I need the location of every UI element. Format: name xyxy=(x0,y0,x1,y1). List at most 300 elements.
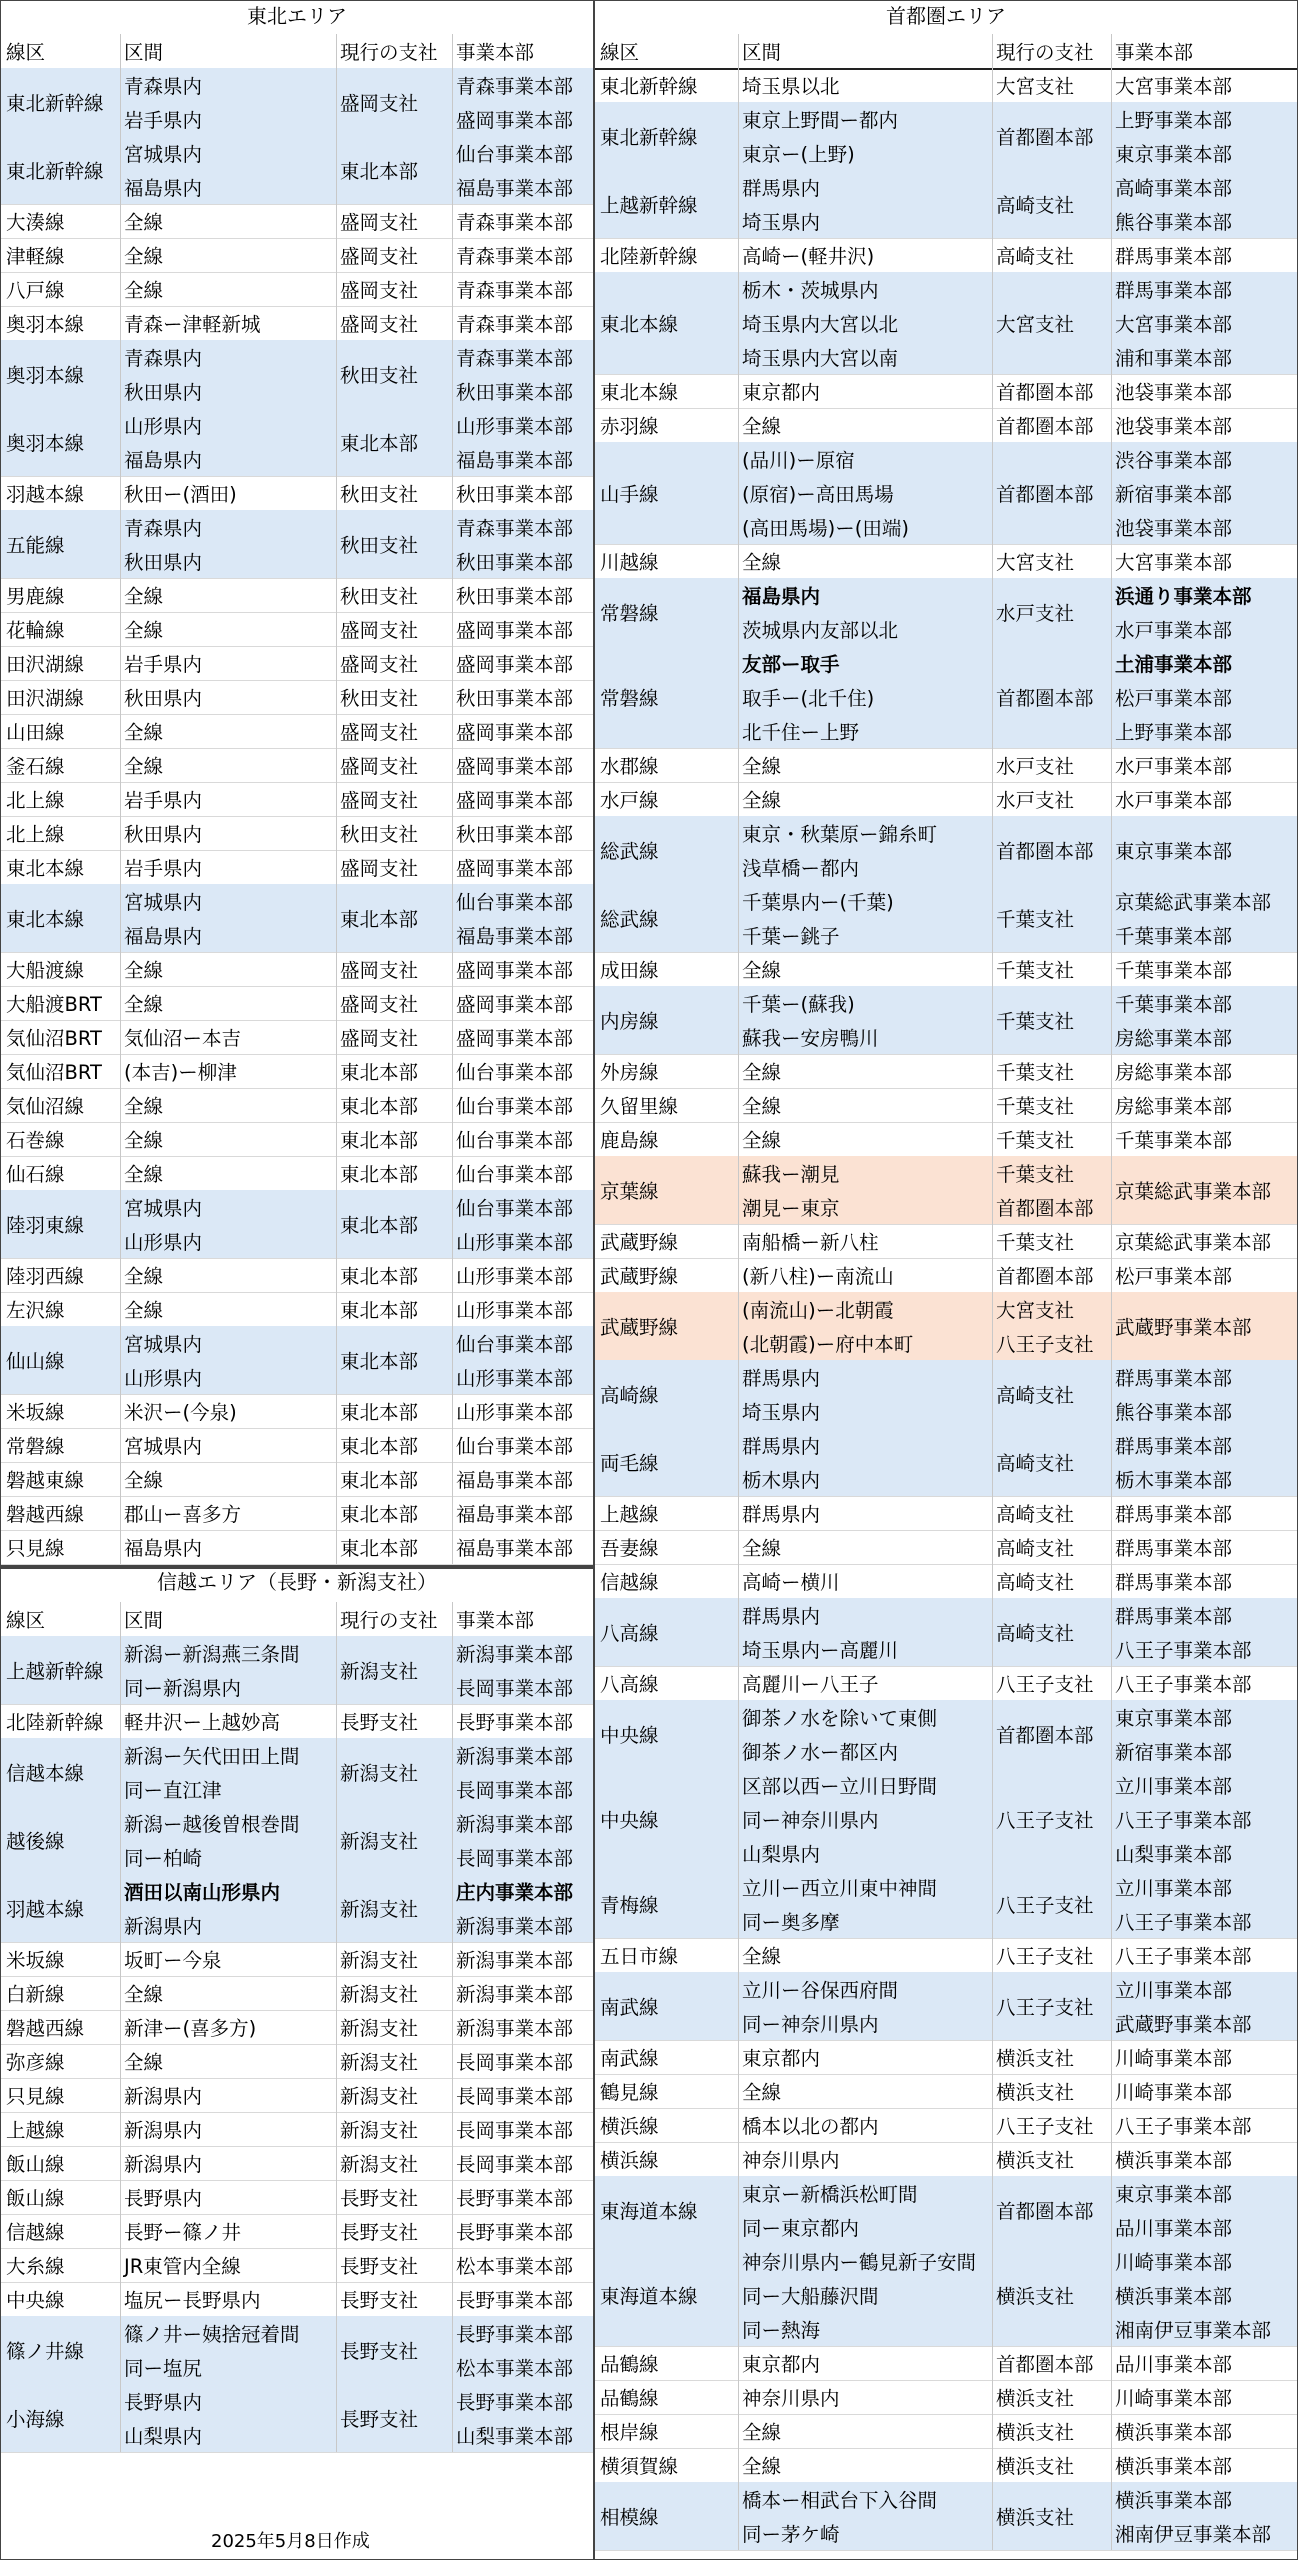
division-cell: 新宿事業本部 xyxy=(1115,483,1233,506)
branch-cell: 盛岡支社 xyxy=(340,653,419,676)
section-cell: 東京都内 xyxy=(742,2047,821,2070)
header-branch: 現行の支社 xyxy=(996,41,1094,64)
section-cell: (南流山)ー北朝霞 xyxy=(742,1299,894,1322)
tohoku-area-title: 東北エリア xyxy=(247,4,347,28)
division-cell: 川崎事業本部 xyxy=(1115,2081,1233,2104)
branch-cell: 高崎支社 xyxy=(996,245,1075,268)
division-cell: 盛岡事業本部 xyxy=(456,109,574,132)
line-cell: 只見線 xyxy=(6,1537,65,1560)
line-cell: 飯山線 xyxy=(6,2187,65,2210)
line-cell: 大船渡BRT xyxy=(6,993,102,1016)
division-cell: 浜通り事業本部 xyxy=(1115,585,1252,608)
line-cell: 中央線 xyxy=(600,1724,659,1747)
header-line: 線区 xyxy=(600,41,640,64)
section-cell: JR東管内全線 xyxy=(124,2255,241,2278)
line-cell: 八高線 xyxy=(600,1673,659,1696)
section-cell: 宮城県内 xyxy=(124,1197,203,1220)
division-cell: 水戸事業本部 xyxy=(1115,619,1233,642)
line-cell: 山田線 xyxy=(6,721,65,744)
line-cell: 武蔵野線 xyxy=(600,1231,679,1254)
line-cell: 越後線 xyxy=(6,1830,65,1853)
branch-cell: 首都圏本部 xyxy=(996,2200,1094,2223)
section-cell: 群馬県内 xyxy=(742,1367,821,1390)
line-cell: 米坂線 xyxy=(6,1949,65,1972)
division-cell: 長岡事業本部 xyxy=(456,1779,574,1802)
section-cell: 群馬県内 xyxy=(742,177,821,200)
division-cell: 熊谷事業本部 xyxy=(1115,1401,1233,1424)
division-cell: 松戸事業本部 xyxy=(1115,1265,1233,1288)
division-cell: 山形事業本部 xyxy=(456,1299,574,1322)
division-cell: 仙台事業本部 xyxy=(456,891,574,914)
division-cell: 熊谷事業本部 xyxy=(1115,211,1233,234)
division-cell: 長野事業本部 xyxy=(456,2323,574,2346)
line-cell: 中央線 xyxy=(6,2289,65,2312)
division-cell: 新潟事業本部 xyxy=(456,1643,574,1666)
section-cell: 岩手県内 xyxy=(124,109,203,132)
branch-cell: 長野支社 xyxy=(340,1711,419,1734)
section-cell: 福島県内 xyxy=(124,925,203,948)
section-cell: 青森県内 xyxy=(124,75,203,98)
branch-cell: 千葉支社 xyxy=(996,908,1075,931)
section-cell: 新潟県内 xyxy=(124,2085,203,2108)
section-cell: (品川)ー原宿 xyxy=(742,449,855,472)
branch-cell: 新潟支社 xyxy=(340,2119,419,2142)
line-cell: 高崎線 xyxy=(600,1384,659,1407)
line-cell: 武蔵野線 xyxy=(600,1316,679,1339)
branch-cell: 首都圏本部 xyxy=(996,2353,1094,2376)
branch-cell: 東北本部 xyxy=(340,1401,419,1424)
section-cell: 同ー東京都内 xyxy=(742,2217,860,2240)
branch-cell: 秋田支社 xyxy=(340,585,419,608)
line-cell: 横浜線 xyxy=(600,2149,659,2172)
division-cell: 千葉事業本部 xyxy=(1115,993,1233,1016)
division-cell: 上野事業本部 xyxy=(1115,721,1233,744)
branch-cell: 東北本部 xyxy=(340,1265,419,1288)
division-cell: 群馬事業本部 xyxy=(1115,245,1233,268)
branch-cell: 東北本部 xyxy=(340,160,419,183)
shutoken-header-row xyxy=(595,34,1297,70)
division-cell: 房総事業本部 xyxy=(1115,1095,1233,1118)
division-cell: 群馬事業本部 xyxy=(1115,1435,1233,1458)
division-cell: 群馬事業本部 xyxy=(1115,1503,1233,1526)
branch-cell: 大宮支社 xyxy=(996,551,1075,574)
division-cell: 福島事業本部 xyxy=(456,925,574,948)
section-cell: 御茶ノ水ー都区内 xyxy=(742,1741,899,1764)
branch-cell: 首都圏本部 xyxy=(996,1724,1094,1747)
division-cell: 山形事業本部 xyxy=(456,1401,574,1424)
division-cell: 山梨事業本部 xyxy=(1115,1843,1233,1866)
division-cell: 青森事業本部 xyxy=(456,75,574,98)
division-cell: 長岡事業本部 xyxy=(456,2119,574,2142)
division-cell: 盛岡事業本部 xyxy=(456,721,574,744)
division-cell: 立川事業本部 xyxy=(1115,1775,1233,1798)
division-cell: 長野事業本部 xyxy=(456,2289,574,2312)
section-cell: 全線 xyxy=(742,1129,782,1152)
division-cell: 仙台事業本部 xyxy=(456,1197,574,1220)
branch-cell: 千葉支社 xyxy=(996,1231,1075,1254)
line-cell: 気仙沼BRT xyxy=(6,1027,102,1050)
division-cell: 新潟事業本部 xyxy=(456,2017,574,2040)
division-cell: 京葉総武事業本部 xyxy=(1115,1231,1272,1254)
division-cell: 長岡事業本部 xyxy=(456,2051,574,2074)
line-cell: 東海道本線 xyxy=(600,2285,698,2308)
division-cell: 仙台事業本部 xyxy=(456,1333,574,1356)
line-cell: 五日市線 xyxy=(600,1945,679,1968)
branch-cell: 大宮支社 xyxy=(996,1299,1075,1322)
division-cell: 松本事業本部 xyxy=(456,2255,574,2278)
branch-cell: 東北本部 xyxy=(340,1503,419,1526)
branch-cell: 新潟支社 xyxy=(340,2153,419,2176)
section-cell: 東京・秋葉原ー錦糸町 xyxy=(742,823,938,846)
section-cell: 千葉ー(蘇我) xyxy=(742,993,855,1016)
branch-cell: 横浜支社 xyxy=(996,2421,1075,2444)
header-line: 線区 xyxy=(6,41,46,64)
division-cell: 大宮事業本部 xyxy=(1115,75,1233,98)
line-cell: 飯山線 xyxy=(6,2153,65,2176)
section-cell: 米沢ー(今泉) xyxy=(124,1401,237,1424)
division-cell: 東京事業本部 xyxy=(1115,143,1233,166)
branch-cell: 東北本部 xyxy=(340,1469,419,1492)
division-cell: 長野事業本部 xyxy=(456,2391,574,2414)
line-cell: 大湊線 xyxy=(6,211,65,234)
section-cell: 宮城県内 xyxy=(124,143,203,166)
section-cell: 栃木・茨城県内 xyxy=(742,279,879,302)
branch-cell: 横浜支社 xyxy=(996,2387,1075,2410)
branch-cell: 長野支社 xyxy=(340,2221,419,2244)
division-cell: 盛岡事業本部 xyxy=(456,653,574,676)
division-cell: 長野事業本部 xyxy=(456,1711,574,1734)
division-cell: 横浜事業本部 xyxy=(1115,2149,1233,2172)
column-divider xyxy=(452,34,453,1564)
division-cell: 盛岡事業本部 xyxy=(456,755,574,778)
division-cell: 京葉総武事業本部 xyxy=(1115,891,1272,914)
branch-cell: 東北本部 xyxy=(340,432,419,455)
branch-cell: 盛岡支社 xyxy=(340,789,419,812)
section-cell: 浅草橋ー都内 xyxy=(742,857,860,880)
division-cell: 山梨事業本部 xyxy=(456,2425,574,2448)
division-cell: 湘南伊豆事業本部 xyxy=(1115,2319,1272,2342)
division-cell: 立川事業本部 xyxy=(1115,1877,1233,1900)
division-cell: 川崎事業本部 xyxy=(1115,2047,1233,2070)
branch-cell: 高崎支社 xyxy=(996,1571,1075,1594)
section-cell: 高崎ー横川 xyxy=(742,1571,840,1594)
header-division: 事業本部 xyxy=(456,1609,535,1632)
division-cell: 福島事業本部 xyxy=(456,1469,574,1492)
division-cell: 福島事業本部 xyxy=(456,449,574,472)
section-cell: 全線 xyxy=(124,1129,164,1152)
line-cell: 米坂線 xyxy=(6,1401,65,1424)
division-cell: 青森事業本部 xyxy=(456,313,574,336)
division-cell: 横浜事業本部 xyxy=(1115,2455,1233,2478)
section-cell: 長野県内 xyxy=(124,2187,203,2210)
section-cell: 全線 xyxy=(124,959,164,982)
section-cell: 埼玉県内ー高麗川 xyxy=(742,1639,899,1662)
branch-cell: 長野支社 xyxy=(340,2289,419,2312)
section-cell: 群馬県内 xyxy=(742,1605,821,1628)
division-cell: 土浦事業本部 xyxy=(1115,653,1233,676)
section-cell: 取手ー(北千住) xyxy=(742,687,875,710)
section-cell: 山形県内 xyxy=(124,1231,203,1254)
column-divider xyxy=(992,34,993,2550)
section-cell: 新潟ー矢代田田上間 xyxy=(124,1745,300,1768)
branch-cell: 長野支社 xyxy=(340,2340,419,2363)
line-cell: 大船渡線 xyxy=(6,959,85,982)
section-cell: 埼玉県内 xyxy=(742,211,821,234)
line-cell: 品鶴線 xyxy=(600,2387,659,2410)
division-cell: 川崎事業本部 xyxy=(1115,2251,1233,2274)
division-cell: 水戸事業本部 xyxy=(1115,789,1233,812)
branch-cell: 秋田支社 xyxy=(340,364,419,387)
line-cell: 石巻線 xyxy=(6,1129,65,1152)
section-cell: 福島県内 xyxy=(124,1537,203,1560)
branch-cell: 大宮支社 xyxy=(996,75,1075,98)
created-date: 2025年5月8日作成 xyxy=(211,2531,370,2552)
section-cell: 全線 xyxy=(124,1299,164,1322)
branch-cell: 新潟支社 xyxy=(340,1830,419,1853)
line-cell: 左沢線 xyxy=(6,1299,65,1322)
section-cell: 全線 xyxy=(124,2051,164,2074)
line-cell: 東北本線 xyxy=(6,857,85,880)
division-cell: 横浜事業本部 xyxy=(1115,2489,1233,2512)
division-cell: 群馬事業本部 xyxy=(1115,279,1233,302)
division-cell: 山形事業本部 xyxy=(456,415,574,438)
line-cell: 吾妻線 xyxy=(600,1537,659,1560)
branch-cell: 盛岡支社 xyxy=(340,245,419,268)
line-cell: 釜石線 xyxy=(6,755,65,778)
section-cell: 全線 xyxy=(742,1061,782,1084)
branch-cell: 盛岡支社 xyxy=(340,755,419,778)
division-cell: 川崎事業本部 xyxy=(1115,2387,1233,2410)
branch-cell: 秋田支社 xyxy=(340,823,419,846)
section-cell: 全線 xyxy=(742,1095,782,1118)
column-divider xyxy=(336,34,337,1564)
branch-cell: 秋田支社 xyxy=(340,534,419,557)
section-cell: 北千住ー上野 xyxy=(742,721,860,744)
header-division: 事業本部 xyxy=(1115,41,1194,64)
section-cell: 全線 xyxy=(124,279,164,302)
section-cell: 埼玉県内 xyxy=(742,1401,821,1424)
branch-cell: 千葉支社 xyxy=(996,1163,1075,1186)
column-divider xyxy=(336,1602,337,2452)
branch-cell: 大宮支社 xyxy=(996,313,1075,336)
branch-cell: 横浜支社 xyxy=(996,2455,1075,2478)
line-cell: 東北新幹線 xyxy=(600,126,698,149)
section-cell: 山梨県内 xyxy=(124,2425,203,2448)
section-cell: 同ー神奈川県内 xyxy=(742,1809,879,1832)
section-cell: 長野ー篠ノ井 xyxy=(124,2221,242,2244)
division-cell: 上野事業本部 xyxy=(1115,109,1233,132)
section-cell: 橋本ー相武台下入谷間 xyxy=(742,2489,938,2512)
division-cell: 八王子事業本部 xyxy=(1115,1945,1252,1968)
division-cell: 大宮事業本部 xyxy=(1115,551,1233,574)
division-cell: 青森事業本部 xyxy=(456,517,574,540)
section-cell: 坂町ー今泉 xyxy=(124,1949,222,1972)
branch-cell: 長野支社 xyxy=(340,2187,419,2210)
header-section: 区間 xyxy=(124,1609,164,1632)
section-cell: 千葉ー銚子 xyxy=(742,925,840,948)
division-cell: 大宮事業本部 xyxy=(1115,313,1233,336)
division-cell: 長岡事業本部 xyxy=(456,1677,574,1700)
branch-cell: 長野支社 xyxy=(340,2408,419,2431)
shinetsu-header-row xyxy=(1,1602,593,1638)
section-cell: 山梨県内 xyxy=(742,1843,821,1866)
shutoken-area-panel xyxy=(594,0,1298,2560)
section-cell: 全線 xyxy=(742,415,782,438)
line-cell: 陸羽東線 xyxy=(6,1214,85,1237)
branch-cell: 八王子支社 xyxy=(996,1673,1094,1696)
section-cell: 秋田県内 xyxy=(124,687,203,710)
division-cell: 横浜事業本部 xyxy=(1115,2285,1233,2308)
division-cell: 松本事業本部 xyxy=(456,2357,574,2380)
line-cell: 陸羽西線 xyxy=(6,1265,85,1288)
branch-cell: 盛岡支社 xyxy=(340,993,419,1016)
section-cell: 気仙沼ー本吉 xyxy=(124,1027,242,1050)
section-cell: 新潟県内 xyxy=(124,2153,203,2176)
division-cell: 新潟事業本部 xyxy=(456,1915,574,1938)
column-divider xyxy=(738,34,739,2550)
branch-cell: 千葉支社 xyxy=(996,959,1075,982)
line-cell: 根岸線 xyxy=(600,2421,659,2444)
section-cell: 新潟ー新潟燕三条間 xyxy=(124,1643,300,1666)
division-cell: 秋田事業本部 xyxy=(456,551,574,574)
branch-cell: 首都圏本部 xyxy=(996,687,1094,710)
line-cell: 上越新幹線 xyxy=(600,194,698,217)
section-cell: 全線 xyxy=(124,585,164,608)
line-cell: 東北新幹線 xyxy=(6,160,104,183)
division-cell: 福島事業本部 xyxy=(456,1503,574,1526)
branch-cell: 水戸支社 xyxy=(996,789,1075,812)
column-divider xyxy=(1111,34,1112,2550)
division-cell: 新宿事業本部 xyxy=(1115,1741,1233,1764)
header-section: 区間 xyxy=(124,41,164,64)
branch-cell: 千葉支社 xyxy=(996,1010,1075,1033)
division-cell: 盛岡事業本部 xyxy=(456,1027,574,1050)
branch-cell: 横浜支社 xyxy=(996,2081,1075,2104)
division-cell: 房総事業本部 xyxy=(1115,1027,1233,1050)
section-cell: 秋田県内 xyxy=(124,823,203,846)
section-cell: 山形県内 xyxy=(124,1367,203,1390)
division-cell: 浦和事業本部 xyxy=(1115,347,1233,370)
line-cell: 津軽線 xyxy=(6,245,65,268)
section-cell: 岩手県内 xyxy=(124,653,203,676)
branch-cell: 東北本部 xyxy=(340,1129,419,1152)
division-cell: 長野事業本部 xyxy=(456,2187,574,2210)
division-cell: 秋田事業本部 xyxy=(456,585,574,608)
division-cell: 八王子事業本部 xyxy=(1115,2115,1252,2138)
line-cell: 花輪線 xyxy=(6,619,65,642)
branch-cell: 高崎支社 xyxy=(996,1503,1075,1526)
section-cell: 神奈川県内ー鶴見新子安間 xyxy=(742,2251,977,2274)
branch-cell: 高崎支社 xyxy=(996,1622,1075,1645)
section-cell: 橋本以北の都内 xyxy=(742,2115,879,2138)
division-cell: 長岡事業本部 xyxy=(456,2153,574,2176)
division-cell: 武蔵野事業本部 xyxy=(1115,1316,1252,1339)
line-cell: 仙山線 xyxy=(6,1350,65,1373)
shinetsu-area-panel xyxy=(0,1566,594,2560)
line-cell: 東海道本線 xyxy=(600,2200,698,2223)
branch-cell: 高崎支社 xyxy=(996,1452,1075,1475)
branch-cell: 新潟支社 xyxy=(340,1762,419,1785)
section-cell: 塩尻ー長野県内 xyxy=(124,2289,261,2312)
line-cell: 只見線 xyxy=(6,2085,65,2108)
division-cell: 山形事業本部 xyxy=(456,1231,574,1254)
branch-cell: 首都圏本部 xyxy=(996,483,1094,506)
division-cell: 群馬事業本部 xyxy=(1115,1537,1233,1560)
header-section: 区間 xyxy=(742,41,782,64)
division-cell: 仙台事業本部 xyxy=(456,1129,574,1152)
section-cell: 区部以西ー立川日野間 xyxy=(742,1775,938,1798)
section-cell: (新八柱)ー南流山 xyxy=(742,1265,894,1288)
division-cell: 群馬事業本部 xyxy=(1115,1367,1233,1390)
line-cell: 品鶴線 xyxy=(600,2353,659,2376)
line-cell: 東北本線 xyxy=(600,313,679,336)
shinetsu-area-title: 信越エリア（長野・新潟支社） xyxy=(157,1570,437,1594)
branch-cell: 水戸支社 xyxy=(996,602,1075,625)
branch-cell: 八王子支社 xyxy=(996,1996,1094,2019)
branch-cell: 千葉支社 xyxy=(996,1061,1075,1084)
line-cell: 総武線 xyxy=(600,908,659,931)
line-cell: 青梅線 xyxy=(600,1894,659,1917)
section-cell: 蘇我ー安房鴨川 xyxy=(742,1027,879,1050)
line-cell: 鶴見線 xyxy=(600,2081,659,2104)
section-cell: 茨城県内友部以北 xyxy=(742,619,899,642)
line-cell: 磐越西線 xyxy=(6,2017,85,2040)
branch-cell: 東北本部 xyxy=(340,1163,419,1186)
line-cell: 篠ノ井線 xyxy=(6,2340,85,2363)
section-cell: 新潟県内 xyxy=(124,1915,203,1938)
section-cell: 全線 xyxy=(124,1983,164,2006)
section-cell: 群馬県内 xyxy=(742,1503,821,1526)
line-cell: 南武線 xyxy=(600,1996,659,2019)
division-cell: 千葉事業本部 xyxy=(1115,959,1233,982)
division-cell: 品川事業本部 xyxy=(1115,2353,1233,2376)
division-cell: 秋田事業本部 xyxy=(456,483,574,506)
section-cell: 立川ー西立川東中神間 xyxy=(742,1877,938,1900)
line-cell: 上越線 xyxy=(600,1503,659,1526)
section-cell: 全線 xyxy=(742,1537,782,1560)
line-cell: 白新線 xyxy=(6,1983,65,2006)
section-cell: 東京ー(上野) xyxy=(742,143,855,166)
branch-cell: 盛岡支社 xyxy=(340,211,419,234)
division-cell: 栃木事業本部 xyxy=(1115,1469,1233,1492)
branch-cell: 盛岡支社 xyxy=(340,959,419,982)
branch-cell: 首都圏本部 xyxy=(996,840,1094,863)
division-cell: 東京事業本部 xyxy=(1115,2183,1233,2206)
line-cell: 信越本線 xyxy=(6,1762,85,1785)
division-cell: 池袋事業本部 xyxy=(1115,517,1233,540)
line-cell: 仙石線 xyxy=(6,1163,65,1186)
division-cell: 水戸事業本部 xyxy=(1115,755,1233,778)
section-cell: 南船橋ー新八柱 xyxy=(742,1231,879,1254)
division-cell: 新潟事業本部 xyxy=(456,1949,574,1972)
section-cell: 東京都内 xyxy=(742,2353,821,2376)
division-cell: 仙台事業本部 xyxy=(456,1163,574,1186)
section-cell: 埼玉県内大宮以北 xyxy=(742,313,899,336)
line-cell: 羽越本線 xyxy=(6,483,85,506)
column-divider xyxy=(120,1602,121,2452)
line-cell: 相模線 xyxy=(600,2506,659,2529)
branch-cell: 横浜支社 xyxy=(996,2149,1075,2172)
section-cell: 東京ー新橋浜松町間 xyxy=(742,2183,918,2206)
division-cell: 渋谷事業本部 xyxy=(1115,449,1233,472)
section-cell: 同ー大船藤沢間 xyxy=(742,2285,879,2308)
line-cell: 小海線 xyxy=(6,2408,65,2431)
line-cell: 北陸新幹線 xyxy=(6,1711,104,1734)
branch-cell: 秋田支社 xyxy=(340,483,419,506)
line-cell: 内房線 xyxy=(600,1010,659,1033)
line-cell: 上越線 xyxy=(6,2119,65,2142)
branch-cell: 東北本部 xyxy=(340,1537,419,1560)
